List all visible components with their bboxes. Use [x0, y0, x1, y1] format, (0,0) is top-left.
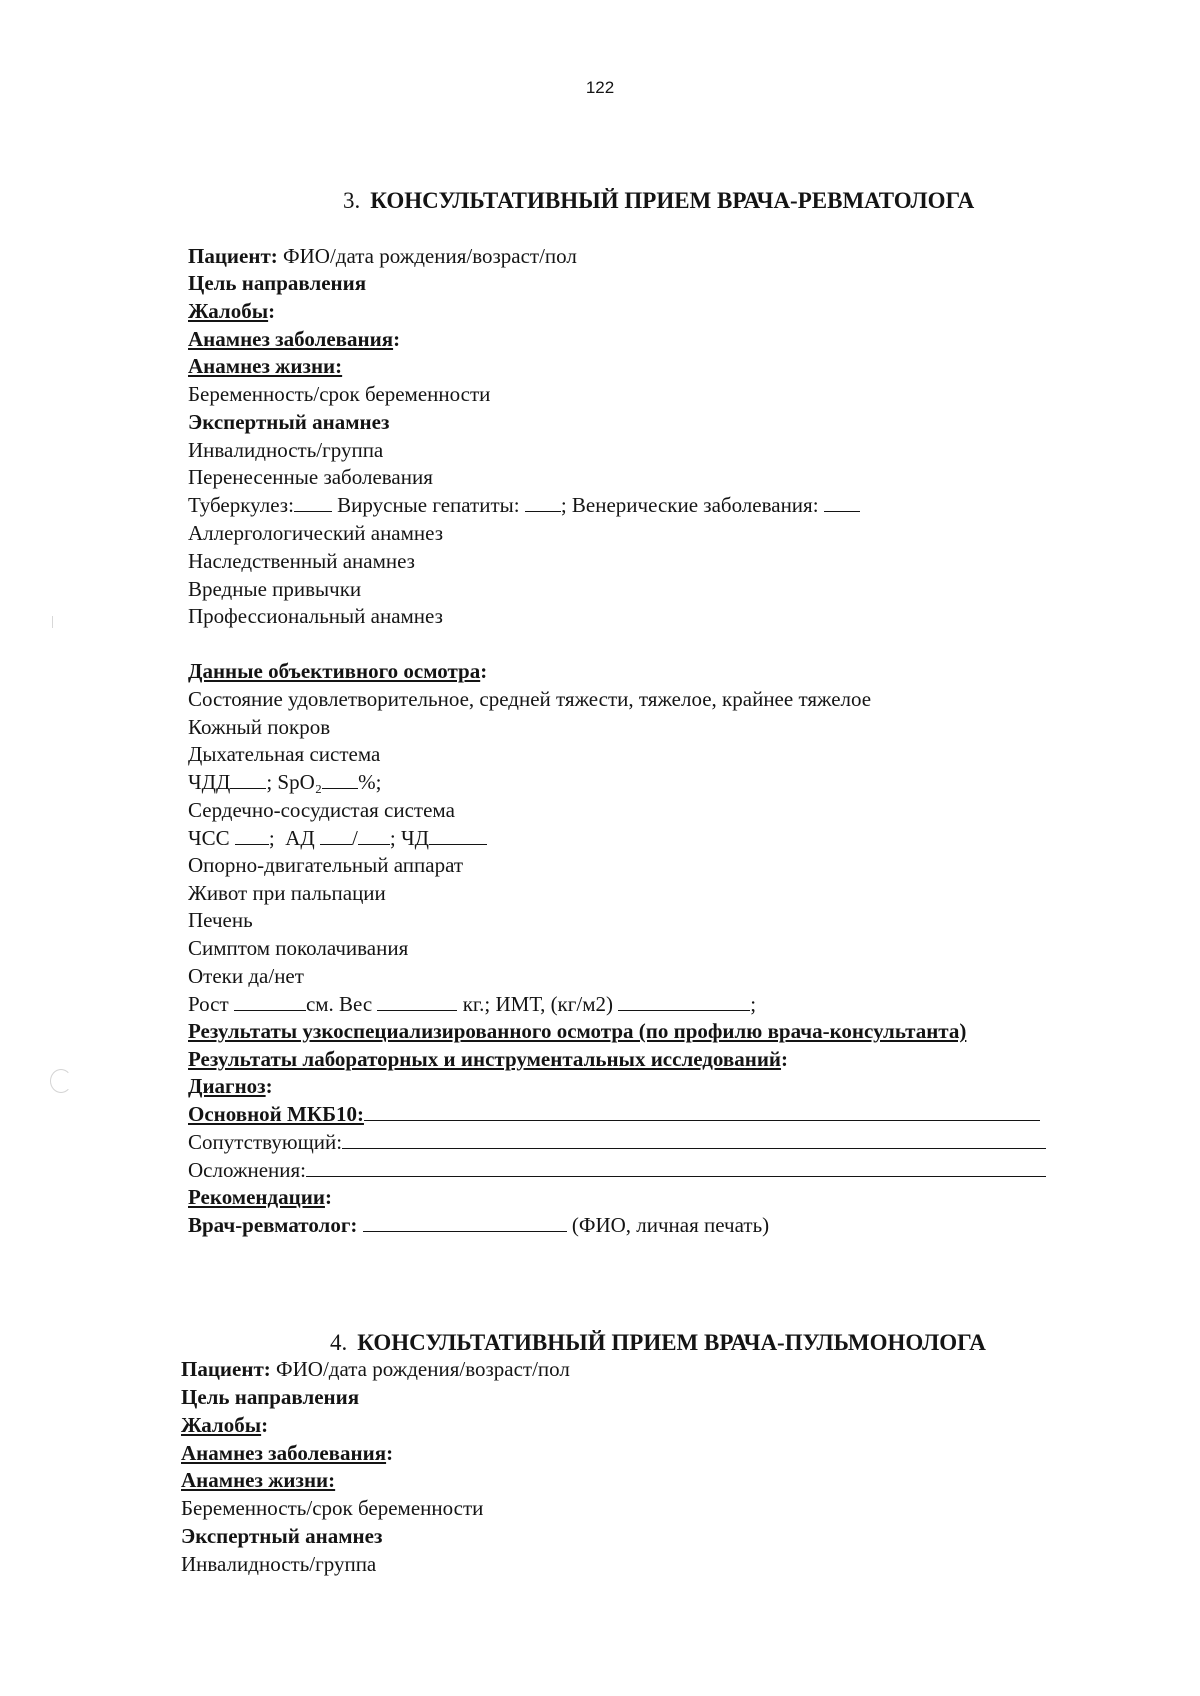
past-diseases-line: Перенесенные заболевания	[188, 465, 433, 489]
tuberculosis-label: Туберкулез:	[188, 493, 294, 517]
patient-value: ФИО/дата рождения/возраст/пол	[277, 244, 577, 268]
life-history-heading: Анамнез жизни:	[188, 354, 343, 378]
spo2-label: SpO₂	[277, 770, 323, 794]
weight-field[interactable]	[377, 992, 457, 1011]
recommendations-row: Рекомендации:	[188, 1185, 332, 1209]
disease-history-heading-4: Анамнез заболевания	[181, 1441, 387, 1465]
venereal-label: Венерические заболевания:	[571, 493, 819, 517]
hepatitis-label: Вирусные гепатиты:	[337, 493, 520, 517]
patient-value-4: ФИО/дата рождения/возраст/пол	[270, 1357, 570, 1381]
hereditary-line: Наследственный анамнез	[188, 549, 415, 573]
complications-label: Осложнения:	[188, 1158, 306, 1182]
complaints-row-4: Жалобы:	[181, 1413, 269, 1437]
disease-history-heading: Анамнез заболевания	[188, 327, 394, 351]
disease-history-row: Анамнез заболевания:	[188, 327, 401, 351]
concomitant-label: Сопутствующий:	[188, 1130, 343, 1154]
percent-label: %;	[358, 770, 382, 794]
professional-line: Профессиональный анамнез	[188, 604, 443, 628]
patient-row	[188, 243, 577, 269]
height-label: Рост	[188, 992, 229, 1016]
doctor-sign-note: (ФИО, личная печать)	[571, 1213, 770, 1237]
skin-line: Кожный покров	[188, 715, 331, 739]
diagnosis-heading: Диагноз	[188, 1074, 266, 1098]
rr-label: ЧДД	[188, 770, 231, 794]
lab-results-row: Результаты лабораторных и инструментальных исследований:	[188, 1047, 789, 1071]
hr-label: ЧСС	[188, 826, 230, 850]
recommendations-heading: Рекомендации	[188, 1185, 325, 1209]
bmi-field[interactable]	[618, 992, 750, 1011]
section-4-number: 4.	[330, 1330, 348, 1355]
objective-exam-row: Данные объективного осмотра:	[188, 659, 488, 683]
section-3-title	[343, 188, 974, 214]
pregnancy-line: Беременность/срок беременности	[188, 382, 491, 406]
complications-field[interactable]	[306, 1158, 1046, 1177]
doctor-label: Врач-ревматолог:	[188, 1213, 358, 1237]
expert-history-heading: Экспертный анамнез	[188, 410, 390, 434]
purpose-heading: Цель направления	[188, 271, 367, 295]
edema-line: Отеки да/нет	[188, 964, 304, 988]
disability-line-4: Инвалидность/группа	[181, 1552, 377, 1576]
main-icd-label: Основной МКБ10:	[188, 1102, 364, 1126]
scan-mark-hole	[50, 1069, 72, 1093]
expert-history-heading-4: Экспертный анамнез	[181, 1524, 383, 1548]
height-field[interactable]	[234, 992, 306, 1011]
concomitant-row	[188, 1129, 1046, 1155]
objective-exam-heading: Данные объективного осмотра	[188, 659, 481, 683]
liver-line: Печень	[188, 908, 253, 932]
rr2-field[interactable]	[429, 826, 487, 845]
musculo-line: Опорно-двигательный аппарат	[188, 853, 464, 877]
disability-line: Инвалидность/группа	[188, 438, 384, 462]
rr-field[interactable]	[230, 770, 266, 789]
cardio-values-row: ЧСС ; АД / ; ЧД	[188, 825, 487, 851]
spo2-field[interactable]	[322, 770, 358, 789]
tapping-line: Симптом поколачивания	[188, 936, 409, 960]
section-3-title-text: КОНСУЛЬТАТИВНЫЙ ПРИЕМ ВРАЧА-РЕВМАТОЛОГА	[370, 188, 975, 213]
purpose-heading-4: Цель направления	[181, 1385, 360, 1409]
cm-weight-label: см. Вес	[305, 992, 373, 1016]
page-number: 122	[585, 78, 615, 97]
section-4-title-text: КОНСУЛЬТАТИВНЫЙ ПРИЕМ ВРАЧА-ПУЛЬМОНОЛОГА	[357, 1330, 986, 1355]
diagnosis-row: Диагноз:	[188, 1074, 273, 1098]
patient-label: Пациент:	[188, 244, 278, 268]
hr-field[interactable]	[235, 826, 269, 845]
condition-line: Состояние удовлетворительное, средней тяжести, тяжелое, крайнее тяжелое	[188, 687, 872, 711]
rr2-label: ЧД	[400, 826, 429, 850]
pregnancy-line-4: Беременность/срок беременности	[181, 1496, 484, 1520]
section-3-number: 3.	[343, 188, 361, 213]
abdomen-line: Живот при пальпации	[188, 881, 386, 905]
bp-systolic-field[interactable]	[320, 826, 352, 845]
hepatitis-field[interactable]	[525, 493, 561, 512]
complaints-heading-4: Жалобы	[181, 1413, 262, 1437]
complications-row	[188, 1157, 1046, 1183]
disease-history-row-4: Анамнез заболевания:	[181, 1441, 394, 1465]
patient-row-4	[181, 1356, 570, 1382]
bp-label: АД	[285, 826, 315, 850]
patient-label-4: Пациент:	[181, 1357, 271, 1381]
allergy-line: Аллергологический анамнез	[188, 521, 444, 545]
complaints-row: Жалобы:	[188, 299, 276, 323]
section-4-title	[330, 1330, 986, 1356]
anthropometry-row: Рост см. Вес кг.; ИМТ, (кг/м2) ;	[188, 992, 757, 1016]
main-icd-row	[188, 1101, 1040, 1127]
cardio-line: Сердечно-сосудистая система	[188, 798, 455, 822]
specialized-results-heading: Результаты узкоспециализированного осмотра (по профилю врача-консультанта)	[188, 1019, 967, 1043]
bp-diastolic-field[interactable]	[358, 826, 390, 845]
doctor-row	[188, 1212, 769, 1238]
tuberculosis-field[interactable]	[294, 493, 332, 512]
doctor-name-field[interactable]	[363, 1213, 567, 1232]
infections-row: Туберкулез: Вирусные гепатиты: ; Венерические заболевания:	[188, 492, 860, 518]
venereal-field[interactable]	[824, 493, 860, 512]
kg-bmi-label: кг.; ИМТ, (кг/м2)	[462, 992, 613, 1016]
respiratory-line: Дыхательная система	[188, 742, 381, 766]
scan-mark-line	[52, 616, 53, 628]
concomitant-field[interactable]	[342, 1130, 1046, 1149]
lab-results-heading: Результаты лабораторных и инструментальных исследований	[188, 1047, 782, 1071]
life-history-heading-4: Анамнез жизни:	[181, 1468, 336, 1492]
main-icd-field[interactable]	[364, 1102, 1040, 1121]
habits-line: Вредные привычки	[188, 577, 362, 601]
respiratory-values-row: ЧДД ; SpO₂ %;	[188, 770, 382, 794]
complaints-heading: Жалобы	[188, 299, 269, 323]
